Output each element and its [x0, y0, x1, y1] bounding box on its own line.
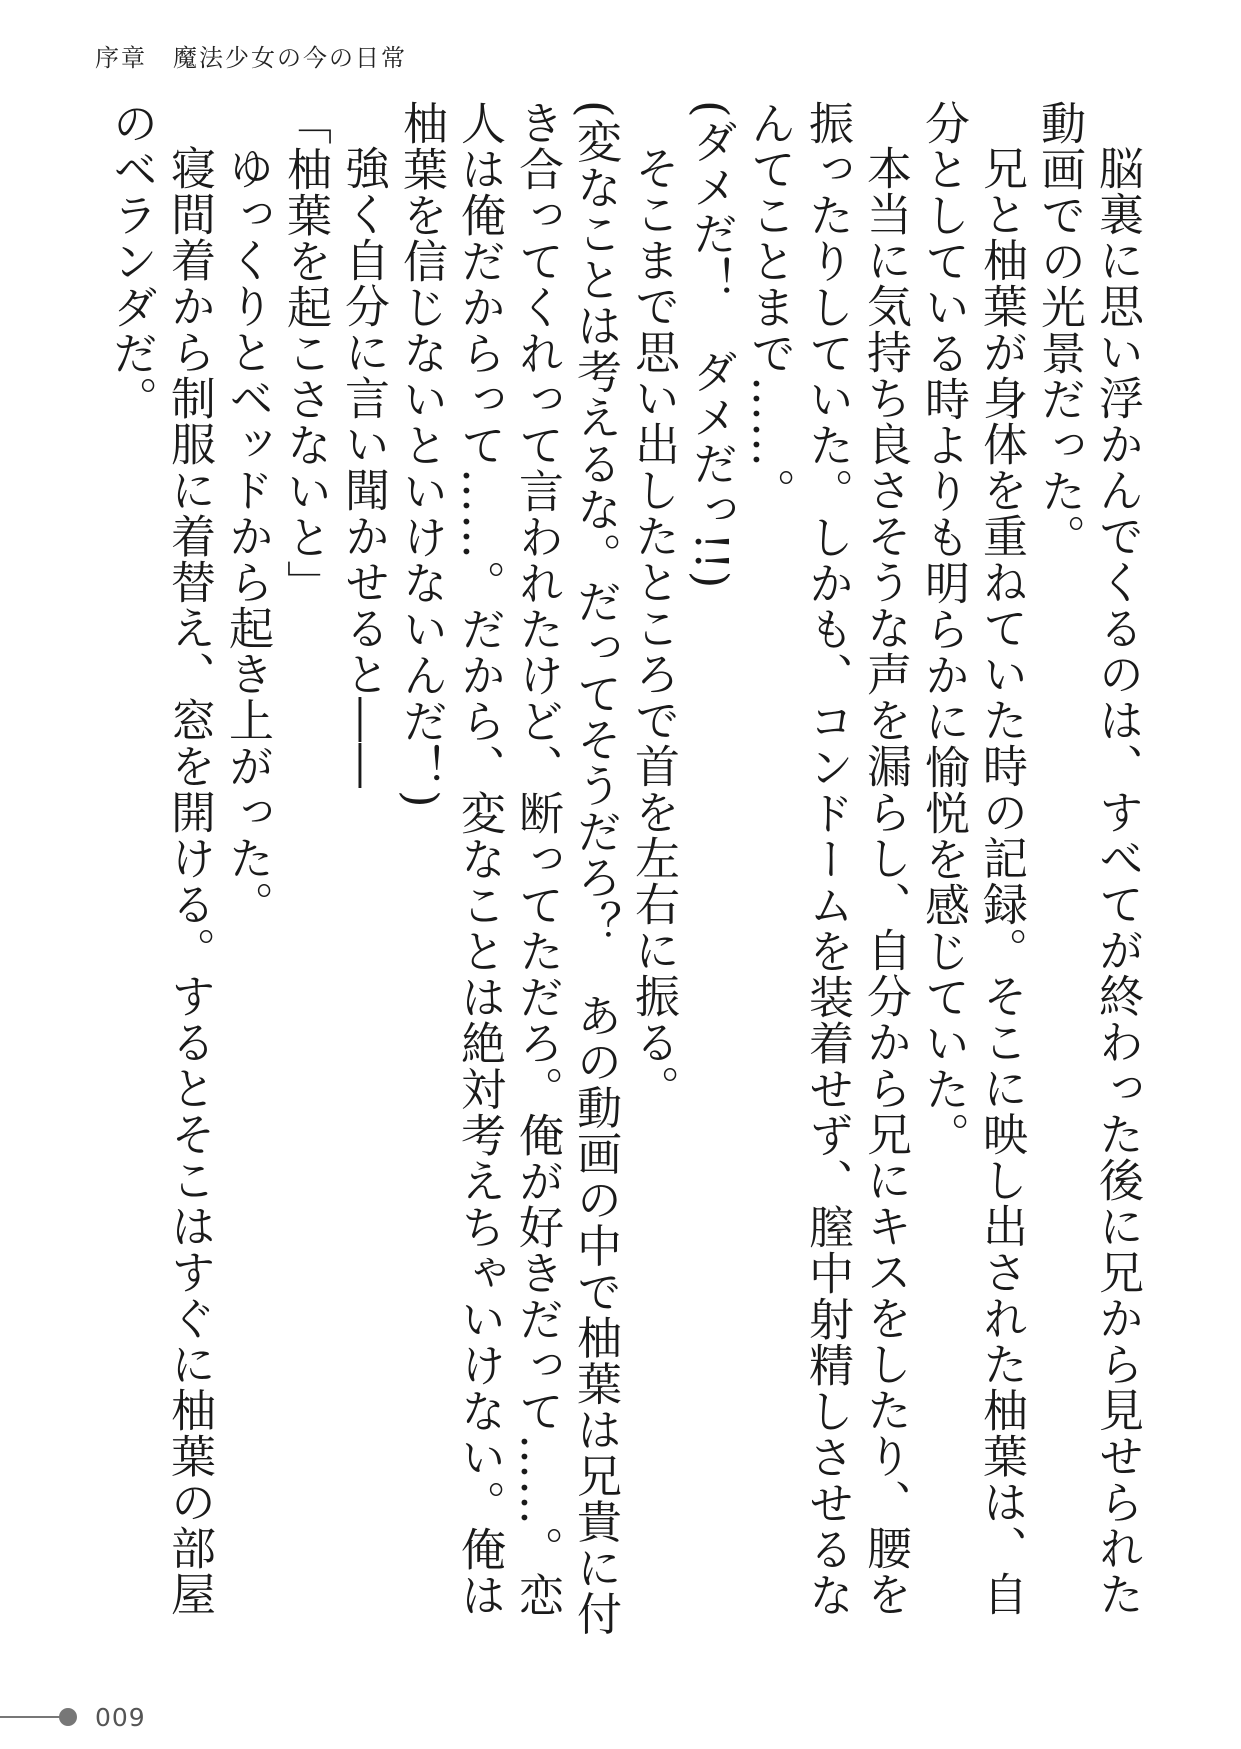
paragraph: 強く自分に言い聞かせると――	[337, 145, 390, 789]
page-number: 009	[95, 1703, 146, 1732]
paragraph: 寝間着から制服に着替え、窓を開ける。するとそこはすぐに柚葉の部屋のベランダだ。	[105, 100, 216, 1617]
paragraph: 脳裏に思い浮かんでくるのは、すべてが終わった後に兄から見せられた動画での光景だった。	[1033, 100, 1144, 1617]
paragraph: ゆっくりとベッドから起き上がった。	[221, 145, 274, 927]
body-text	[96, 100, 1146, 1660]
paragraph: (ダメだ！ ダメだっ!!)	[685, 100, 738, 590]
paragraph: 本当に気持ち良さそうな声を漏らし、自分から兄にキスをしたり、腰を振ったりしていた。しかも、コンドームを装着せず、膣中射精しさせるなんてことまで……。	[743, 100, 912, 1618]
paragraph: 兄と柚葉が身体を重ねていた時の記録。そこに映し出された柚葉は、自分としている時よりも明らかに愉悦を感じていた。	[917, 100, 1028, 1617]
paragraph: 「柚葉を起こさないと」	[279, 100, 332, 606]
footer-dot-ornament	[59, 1708, 77, 1726]
running-header-chapter-title: 序章 魔法少女の今の日常	[95, 44, 407, 72]
paragraph: (変なことは考えるな。だってそうだろ？ あの動画の中で柚葉は兄貴に付き合ってくれって言われたけど、断ってただろ。俺が好きだって……。恋人は俺だからって……。だから、変なことは絶対考えちゃいけない。俺は柚葉を信じないといけないんだ！)	[395, 100, 622, 1637]
paragraph: そこまで思い出したところで首を左右に振る。	[627, 145, 680, 1111]
footer-rule	[0, 1716, 62, 1718]
page-footer	[0, 1703, 400, 1732]
